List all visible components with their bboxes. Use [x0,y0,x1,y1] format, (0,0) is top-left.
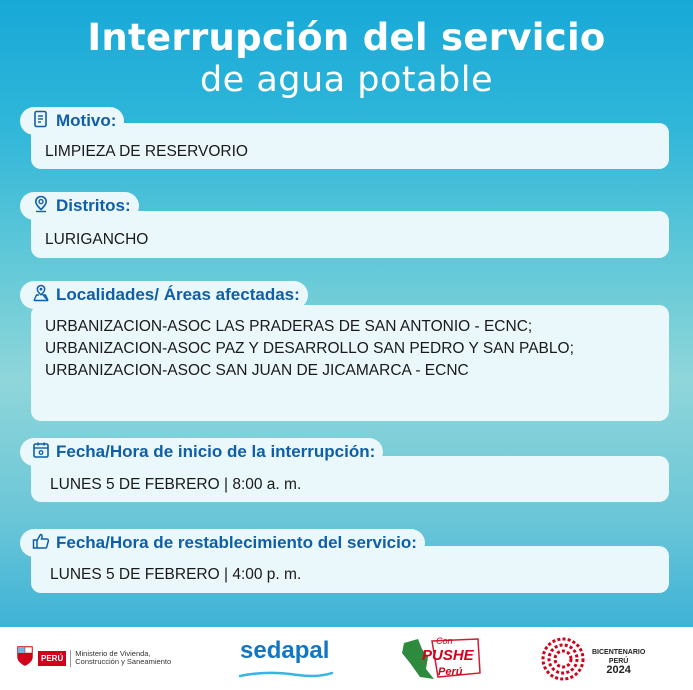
thumbs-up-icon [32,532,50,555]
title-line-2: de agua potable [199,60,494,100]
footer-logos [0,627,693,690]
motivo-label: Motivo: [56,111,117,130]
bicentenario-logo [540,636,645,686]
motivo-value: LIMPIEZA DE RESERVORIO [45,143,248,160]
restablecimiento-label: Fecha/Hora de restablecimiento del servicio: [56,533,417,552]
localidades-label: Localidades/ Áreas afectadas: [56,285,300,304]
localidades-label-tag [20,281,308,309]
sedapal-logo: sedapal [240,637,330,664]
restablecimiento-value: LUNES 5 DE FEBRERO | 4:00 p. m. [50,566,302,583]
bicentenario-sun-icon [540,636,586,686]
bicentenario-year: 2024 [606,663,631,676]
distritos-label: Distritos: [56,196,131,215]
campaign-top: Con [436,636,453,646]
map-pin-icon [32,284,50,307]
localidades-box [31,305,669,421]
campaign-main: PUSHE [422,647,474,664]
ministry-name: Ministerio de Vivienda, Construcción y Saneamiento [70,650,175,667]
campaign-bottom: Perú [438,666,463,678]
distritos-value: LURIGANCHO [45,231,149,248]
inicio-label-tag [20,438,383,466]
ministry-peru-mark: PERÚ [38,651,66,666]
sedapal-wave-icon [238,671,334,679]
ministry-logo [16,645,175,671]
bicentenario-country: PERÚ [608,657,629,665]
peru-shield-icon [16,645,34,671]
campaign-logo [398,633,484,685]
distritos-label-tag [20,192,139,220]
inicio-value: LUNES 5 DE FEBRERO | 8:00 a. m. [50,476,302,493]
title-line-1: Interrupción del servicio [87,16,606,59]
motivo-box [31,123,669,169]
location-pin-icon [32,195,50,218]
calendar-icon [32,441,50,464]
motivo-label-tag [20,107,124,135]
bicentenario-label: BICENTENARIO [592,648,646,656]
restablecimiento-label-tag [20,529,425,557]
document-icon [32,110,50,133]
inicio-label: Fecha/Hora de inicio de la interrupción: [56,442,376,461]
localidades-value: URBANIZACION-ASOC LAS PRADERAS DE SAN ANTONIO - ECNC; URBANIZACION-ASOC PAZ Y DESARROLLO SAN PEDRO Y SAN PABLO; URBANIZACION-ASOC SAN JUAN DE JICAMARCA - ECNC [45,318,574,379]
